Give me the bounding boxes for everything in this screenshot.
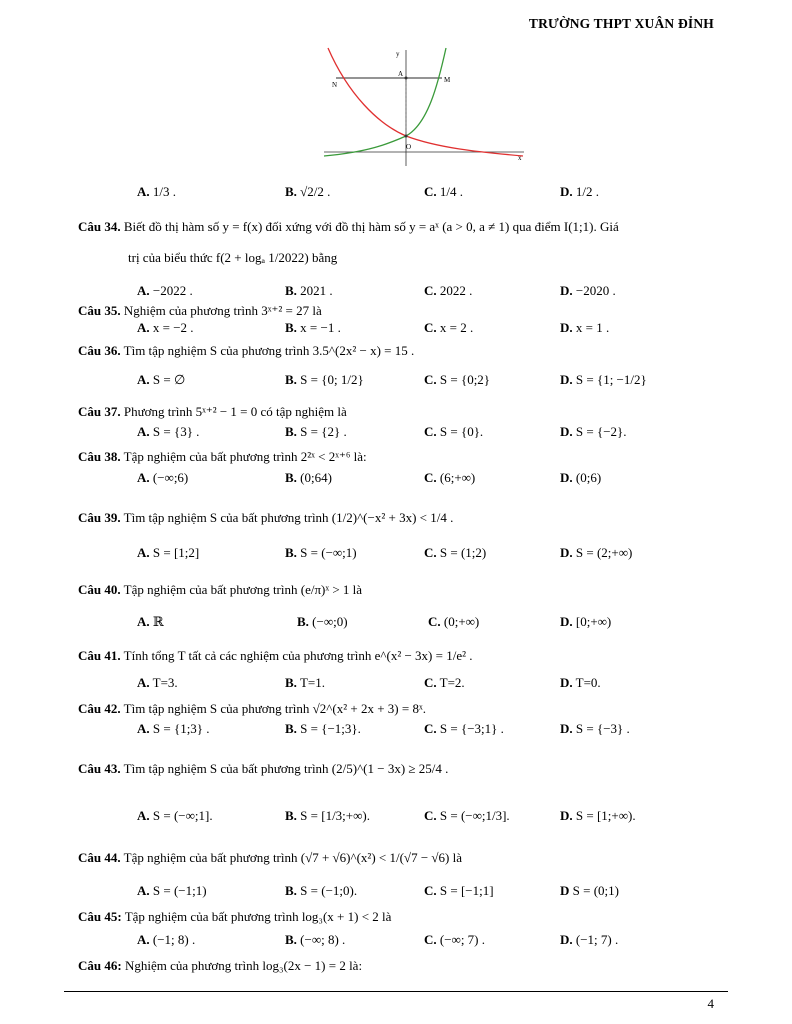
q44-stem: Câu 44. Tập nghiệm của bất phương trình (√7 + √6)^(x²) < 1/(√7 − √6) là xyxy=(78,850,462,865)
point-m-label: M xyxy=(444,76,451,84)
x-label: x xyxy=(518,154,522,162)
decreasing-curve xyxy=(328,48,523,156)
q34-stem: Câu 34. Biết đồ thị hàm số y = f(x) đối xứng với đồ thị hàm số y = aˣ (a > 0, a ≠ 1) qua điểm I(1;1). Giá xyxy=(78,219,619,234)
q42-stem: Câu 42. Tìm tập nghiệm S của phương trình √2^(x² + 2x + 3) = 8ˣ. xyxy=(78,701,426,716)
q43-stem: Câu 43. Tìm tập nghiệm S của bất phương trình (2/5)^(1 − 3x) ≥ 25/4 . xyxy=(78,761,449,776)
exponential-graph xyxy=(318,44,532,168)
q36-stem: Câu 36. Tìm tập nghiệm S của phương trình 3.5^(2x² − x) = 15 . xyxy=(78,343,415,358)
q39-stem: Câu 39. Tìm tập nghiệm S của bất phương trình (1/2)^(−x² + 3x) < 1/4 . xyxy=(78,510,454,525)
point-a-label: A xyxy=(398,70,404,78)
q34-stem-2: trị của biểu thức f(2 + logₐ 1/2022) bằng xyxy=(128,250,338,265)
increasing-curve xyxy=(324,48,446,156)
origin-label: O xyxy=(406,143,412,151)
school-header: TRƯỜNG THPT XUÂN ĐỈNH xyxy=(528,16,714,31)
footer-divider xyxy=(64,991,728,992)
q46-stem: Câu 46: Nghiệm của phương trình log₃(2x − 1) = 2 là: xyxy=(78,958,363,973)
q35-stem: Câu 35. Nghiệm của phương trình 3ˣ⁺² = 27 là xyxy=(78,303,322,318)
q37-stem: Câu 37. Phương trình 5ˣ⁺² − 1 = 0 có tập nghiệm là xyxy=(78,404,347,419)
q40-stem: Câu 40. Tập nghiệm của bất phương trình (e/π)ˣ > 1 là xyxy=(78,582,363,597)
q45-stem: Câu 45: Tập nghiệm của bất phương trình log₃(x + 1) < 2 là xyxy=(78,909,392,924)
point-n-label: N xyxy=(332,81,338,89)
y-label: y xyxy=(396,50,400,58)
q41-stem: Câu 41. Tính tổng T tất cả các nghiệm của phương trình e^(x² − 3x) = 1/e² . xyxy=(78,648,473,663)
page-number: 4 xyxy=(707,996,714,1011)
q38-stem: Câu 38. Tập nghiệm của bất phương trình 2²ˣ < 2ˣ⁺⁶ là: xyxy=(78,449,367,464)
